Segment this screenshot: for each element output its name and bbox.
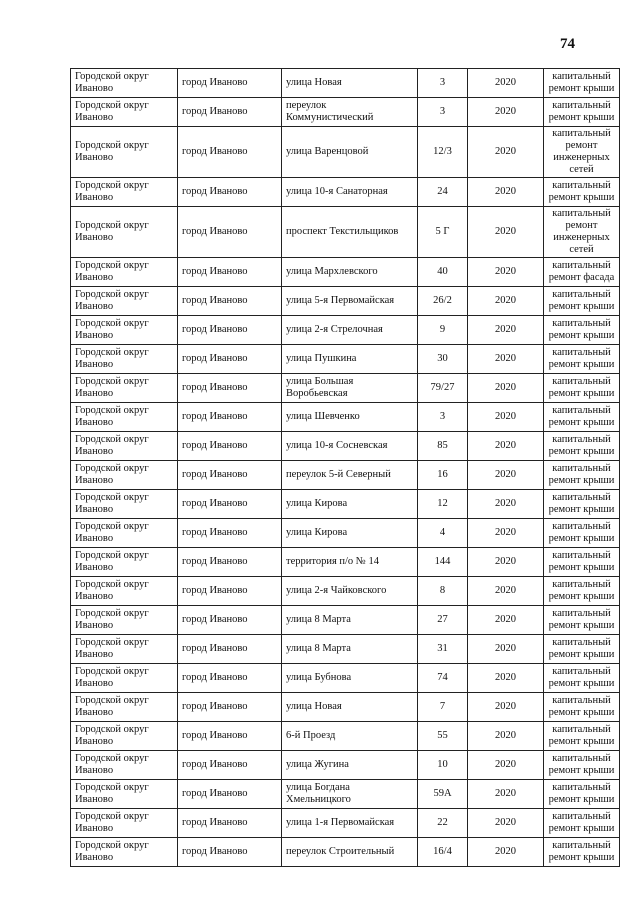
district-cell: Городской округ Иваново [71,374,178,403]
district-cell: Городской округ Иваново [71,664,178,693]
city-cell: город Иваново [178,606,282,635]
city-cell: город Иваново [178,577,282,606]
city-cell: город Иваново [178,316,282,345]
district-cell: Городской округ Иваново [71,780,178,809]
registry-table [70,68,620,867]
table-row [71,664,620,693]
year-cell: 2020 [468,345,544,374]
street-cell: улица 2-я Чайковского [282,577,418,606]
table-row [71,490,620,519]
city-cell: город Иваново [178,490,282,519]
district-cell: Городской округ Иваново [71,809,178,838]
street-cell: улица 10-я Сосневская [282,432,418,461]
work-type-cell: капитальный ремонт инженерных сетей [544,207,620,258]
year-cell: 2020 [468,577,544,606]
house-number-cell: 3 [418,69,468,98]
table-row [71,461,620,490]
table-row [71,287,620,316]
house-number-cell: 12/3 [418,127,468,178]
city-cell: город Иваново [178,207,282,258]
city-cell: город Иваново [178,98,282,127]
district-cell: Городской округ Иваново [71,316,178,345]
year-cell: 2020 [468,722,544,751]
page-number: 74 [560,36,575,52]
district-cell: Городской округ Иваново [71,403,178,432]
house-number-cell: 27 [418,606,468,635]
work-type-cell: капитальный ремонт крыши [544,751,620,780]
street-cell: улица Бубнова [282,664,418,693]
house-number-cell: 3 [418,98,468,127]
district-cell: Городской округ Иваново [71,345,178,374]
table-row [71,722,620,751]
street-cell: улица Кирова [282,519,418,548]
district-cell: Городской округ Иваново [71,461,178,490]
street-cell: проспект Текстильщиков [282,207,418,258]
street-cell: улица Мархлевского [282,258,418,287]
city-cell: город Иваново [178,287,282,316]
street-cell: улица Варенцовой [282,127,418,178]
work-type-cell: капитальный ремонт крыши [544,432,620,461]
table-row [71,207,620,258]
city-cell: город Иваново [178,345,282,374]
house-number-cell: 8 [418,577,468,606]
work-type-cell: капитальный ремонт крыши [544,178,620,207]
city-cell: город Иваново [178,178,282,207]
year-cell: 2020 [468,287,544,316]
street-cell: территория п/о № 14 [282,548,418,577]
table-row [71,838,620,867]
district-cell: Городской округ Иваново [71,490,178,519]
work-type-cell: капитальный ремонт крыши [544,69,620,98]
year-cell: 2020 [468,461,544,490]
city-cell: город Иваново [178,258,282,287]
street-cell: улица 2-я Стрелочная [282,316,418,345]
table-row [71,316,620,345]
work-type-cell: капитальный ремонт крыши [544,780,620,809]
street-cell: улица 8 Марта [282,635,418,664]
work-type-cell: капитальный ремонт крыши [544,490,620,519]
city-cell: город Иваново [178,722,282,751]
work-type-cell: капитальный ремонт крыши [544,287,620,316]
house-number-cell: 16 [418,461,468,490]
year-cell: 2020 [468,664,544,693]
city-cell: город Иваново [178,432,282,461]
street-cell: улица Жугина [282,751,418,780]
work-type-cell: капитальный ремонт крыши [544,403,620,432]
district-cell: Городской округ Иваново [71,207,178,258]
year-cell: 2020 [468,751,544,780]
work-type-cell: капитальный ремонт крыши [544,374,620,403]
street-cell: улица Богдана Хмельницкого [282,780,418,809]
work-type-cell: капитальный ремонт крыши [544,519,620,548]
year-cell: 2020 [468,98,544,127]
house-number-cell: 9 [418,316,468,345]
city-cell: город Иваново [178,838,282,867]
house-number-cell: 40 [418,258,468,287]
house-number-cell: 30 [418,345,468,374]
work-type-cell: капитальный ремонт крыши [544,461,620,490]
work-type-cell: капитальный ремонт крыши [544,316,620,345]
district-cell: Городской округ Иваново [71,838,178,867]
table-row [71,345,620,374]
district-cell: Городской округ Иваново [71,722,178,751]
work-type-cell: капитальный ремонт крыши [544,838,620,867]
year-cell: 2020 [468,316,544,345]
street-cell: улица Новая [282,693,418,722]
district-cell: Городской округ Иваново [71,606,178,635]
district-cell: Городской округ Иваново [71,258,178,287]
work-type-cell: капитальный ремонт крыши [544,809,620,838]
work-type-cell: капитальный ремонт инженерных сетей [544,127,620,178]
house-number-cell: 55 [418,722,468,751]
house-number-cell: 4 [418,519,468,548]
work-type-cell: капитальный ремонт крыши [544,635,620,664]
house-number-cell: 31 [418,635,468,664]
year-cell: 2020 [468,635,544,664]
district-cell: Городской округ Иваново [71,127,178,178]
house-number-cell: 12 [418,490,468,519]
work-type-cell: капитальный ремонт крыши [544,664,620,693]
district-cell: Городской округ Иваново [71,635,178,664]
city-cell: город Иваново [178,548,282,577]
house-number-cell: 144 [418,548,468,577]
city-cell: город Иваново [178,519,282,548]
table-row [71,751,620,780]
city-cell: город Иваново [178,664,282,693]
street-cell: переулок Строительный [282,838,418,867]
house-number-cell: 16/4 [418,838,468,867]
house-number-cell: 59А [418,780,468,809]
table-row [71,403,620,432]
year-cell: 2020 [468,519,544,548]
year-cell: 2020 [468,207,544,258]
year-cell: 2020 [468,178,544,207]
district-cell: Городской округ Иваново [71,519,178,548]
city-cell: город Иваново [178,69,282,98]
house-number-cell: 10 [418,751,468,780]
table-row [71,693,620,722]
street-cell: переулок Коммунистический [282,98,418,127]
district-cell: Городской округ Иваново [71,178,178,207]
table-row [71,780,620,809]
table-row [71,374,620,403]
city-cell: город Иваново [178,693,282,722]
table-row [71,178,620,207]
year-cell: 2020 [468,490,544,519]
city-cell: город Иваново [178,751,282,780]
house-number-cell: 26/2 [418,287,468,316]
year-cell: 2020 [468,693,544,722]
city-cell: город Иваново [178,127,282,178]
year-cell: 2020 [468,69,544,98]
city-cell: город Иваново [178,374,282,403]
work-type-cell: капитальный ремонт крыши [544,693,620,722]
table-row [71,432,620,461]
district-cell: Городской округ Иваново [71,751,178,780]
year-cell: 2020 [468,127,544,178]
district-cell: Городской округ Иваново [71,432,178,461]
work-type-cell: капитальный ремонт крыши [544,548,620,577]
street-cell: переулок 5-й Северный [282,461,418,490]
table-row [71,809,620,838]
work-type-cell: капитальный ремонт крыши [544,98,620,127]
year-cell: 2020 [468,838,544,867]
house-number-cell: 22 [418,809,468,838]
table-row [71,127,620,178]
street-cell: улица Новая [282,69,418,98]
work-type-cell: капитальный ремонт крыши [544,345,620,374]
year-cell: 2020 [468,432,544,461]
city-cell: город Иваново [178,780,282,809]
year-cell: 2020 [468,403,544,432]
street-cell: улица 10-я Санаторная [282,178,418,207]
registry-table-body [71,69,620,867]
house-number-cell: 7 [418,693,468,722]
street-cell: 6-й Проезд [282,722,418,751]
year-cell: 2020 [468,374,544,403]
house-number-cell: 74 [418,664,468,693]
city-cell: город Иваново [178,635,282,664]
street-cell: улица Кирова [282,490,418,519]
house-number-cell: 79/27 [418,374,468,403]
district-cell: Городской округ Иваново [71,69,178,98]
table-row [71,258,620,287]
district-cell: Городской округ Иваново [71,577,178,606]
house-number-cell: 24 [418,178,468,207]
year-cell: 2020 [468,548,544,577]
street-cell: улица Шевченко [282,403,418,432]
city-cell: город Иваново [178,403,282,432]
work-type-cell: капитальный ремонт крыши [544,577,620,606]
street-cell: улица 1-я Первомайская [282,809,418,838]
year-cell: 2020 [468,780,544,809]
table-row [71,98,620,127]
work-type-cell: капитальный ремонт крыши [544,722,620,751]
city-cell: город Иваново [178,461,282,490]
year-cell: 2020 [468,809,544,838]
house-number-cell: 3 [418,403,468,432]
street-cell: улица 8 Марта [282,606,418,635]
street-cell: улица 5-я Первомайская [282,287,418,316]
street-cell: улица Пушкина [282,345,418,374]
year-cell: 2020 [468,258,544,287]
house-number-cell: 85 [418,432,468,461]
table-row [71,606,620,635]
district-cell: Городской округ Иваново [71,693,178,722]
year-cell: 2020 [468,606,544,635]
table-row [71,69,620,98]
district-cell: Городской округ Иваново [71,287,178,316]
work-type-cell: капитальный ремонт крыши [544,606,620,635]
table-row [71,519,620,548]
district-cell: Городской округ Иваново [71,548,178,577]
work-type-cell: капитальный ремонт фасада [544,258,620,287]
street-cell: улица Большая Воробьевская [282,374,418,403]
table-row [71,635,620,664]
table-row [71,548,620,577]
house-number-cell: 5 Г [418,207,468,258]
city-cell: город Иваново [178,809,282,838]
table-row [71,577,620,606]
district-cell: Городской округ Иваново [71,98,178,127]
